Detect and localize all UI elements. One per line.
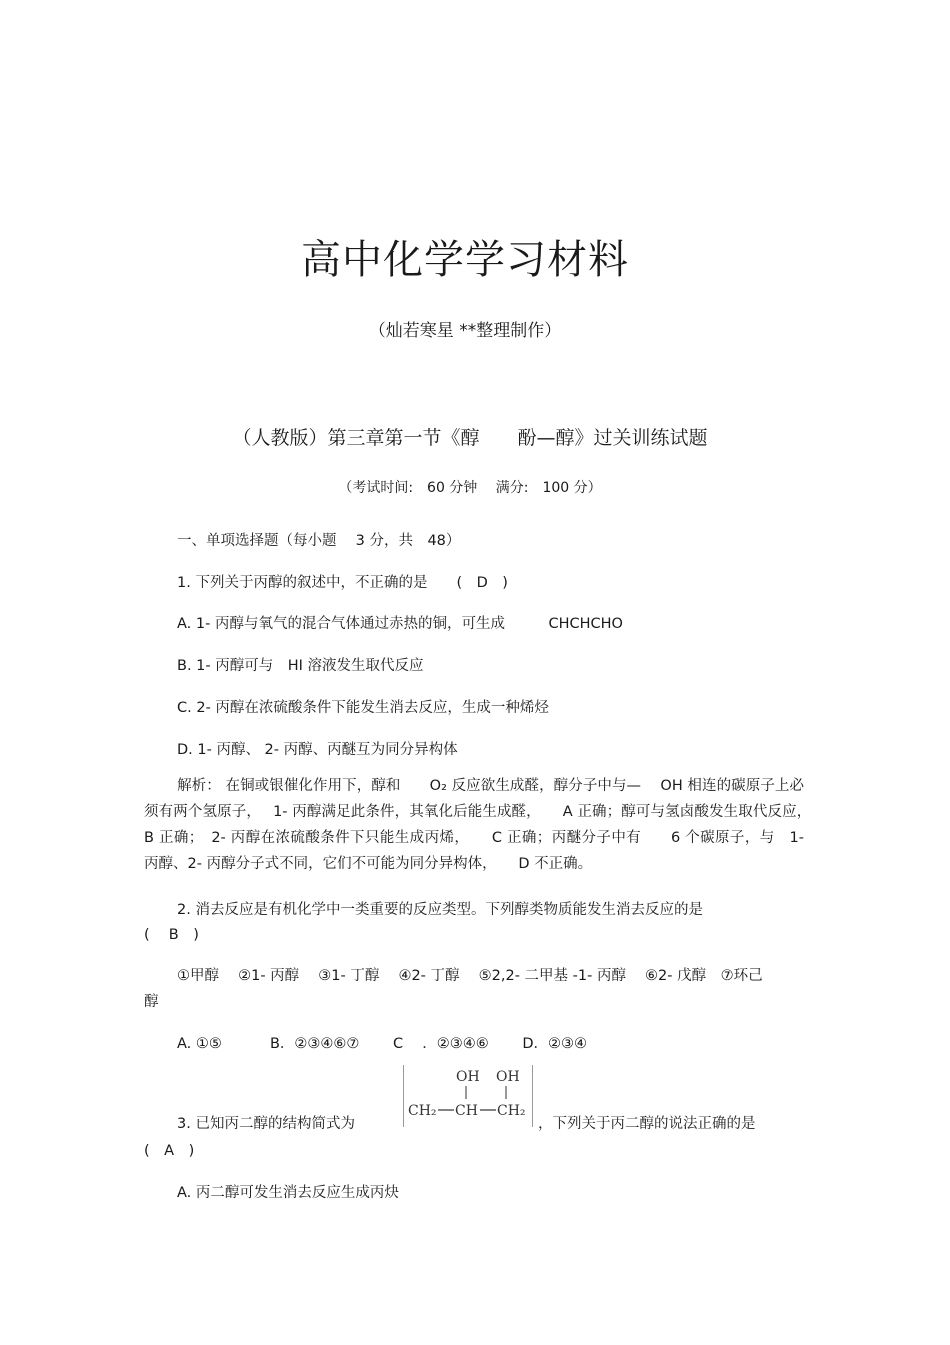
propanediol-structure xyxy=(403,1065,533,1127)
question-1-option-c: C. 2- 丙醇在浓硫酸条件下能发生消去反应，生成一种烯烃 xyxy=(177,700,549,716)
question-2-options: A. ①⑤ B．②③④⑥⑦ C ．②③④⑥ D．②③④ xyxy=(177,1036,588,1052)
document-title: 高中化学学习材料 xyxy=(301,237,629,283)
section-heading: 一、单项选择题（每小题 3 分，共 48） xyxy=(177,533,461,549)
structure-ch2-b: CH₂ xyxy=(497,1103,526,1119)
question-2-items: ①甲醇 ②1- 丙醇 ③1- 丁醇 ④2- 丁醇 ⑤2,2- 二甲基 -1- 丙醇 ⑥2- 戊醇 ⑦环己 xyxy=(177,968,763,984)
question-3-answer: ( A ) xyxy=(144,1143,195,1159)
question-1-option-a: A. 1- 丙醇与氧气的混合气体通过赤热的铜，可生成 CHCHCHO xyxy=(177,616,623,632)
structure-oh-1: OH xyxy=(456,1069,480,1085)
question-1-option-d: D. 1- 丙醇、 2- 丙醇、丙醚互为同分异构体 xyxy=(177,742,458,758)
question-3-stem-suffix: ，下列关于丙二醇的说法正确的是 xyxy=(538,1116,756,1132)
question-2-stem: 2. 消去反应是有机化学中一类重要的反应类型。下列醇类物质能发生消去反应的是 xyxy=(177,902,703,918)
question-1-analysis-text: 解析： 在铜或银催化作用下，醇和 O₂ 反应欲生成醛，醇分子中与— OH 相连的碳原子上必须有两个氢原子， 1- 丙醇满足此条件，其氧化后能生成醛， A 正确；醇可与氢卤酸发生取代反应， B 正确； 2- 丙醇在浓硫酸条件下只能生成丙烯， C 正确；丙醚分子中有 6 个碳原子，与 1- 丙醇、2- 丙醇分子式不同，它们不可能为同分异构体， D 不正确。 xyxy=(144,778,819,872)
question-1-analysis xyxy=(144,773,819,877)
question-2-items-cont: 醇 xyxy=(144,994,159,1010)
structure-ch: CH xyxy=(455,1103,478,1119)
question-3-stem-prefix: 3. 已知丙二醇的结构简式为 xyxy=(177,1116,355,1132)
structure-oh-2: OH xyxy=(496,1069,520,1085)
question-1-stem: 1. 下列关于丙醇的叙述中，不正确的是 ( D ) xyxy=(177,575,508,591)
exam-title: （人教版）第三章第一节《醇 酚—醇》过关训练试题 xyxy=(232,427,708,449)
document-subtitle: （灿若寒星 **整理制作） xyxy=(368,321,562,341)
question-3-option-a: A. 丙二醇可发生消去反应生成丙炔 xyxy=(177,1185,399,1201)
question-1-option-b: B. 1- 丙醇可与 HI 溶液发生取代反应 xyxy=(177,658,424,674)
exam-meta: （考试时间: 60 分钟 满分: 100 分） xyxy=(338,480,602,496)
question-2-answer: ( B ) xyxy=(144,927,199,943)
structure-ch2-a: CH₂ xyxy=(408,1103,437,1119)
